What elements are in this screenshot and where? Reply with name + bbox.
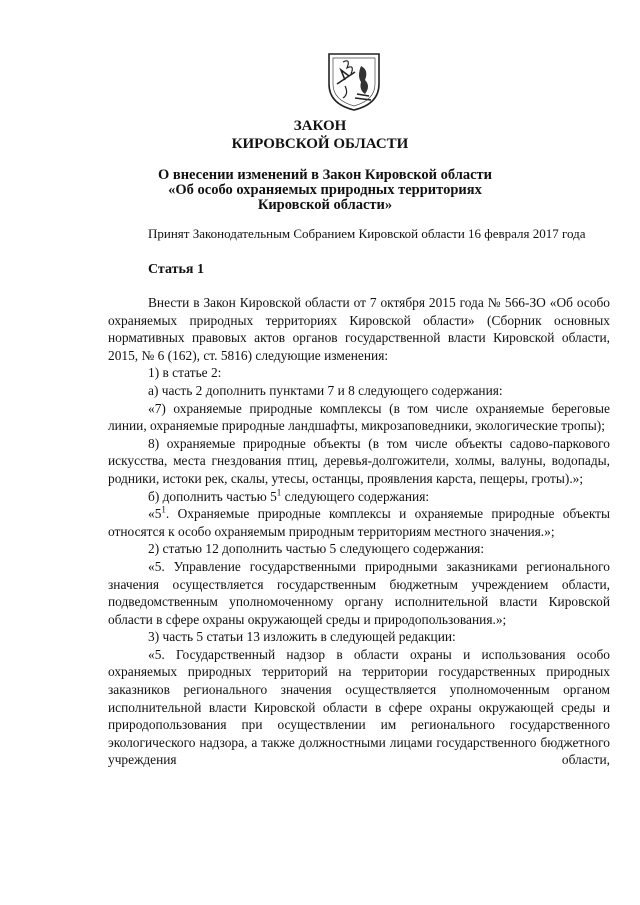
paragraph-part-5-1 — [108, 505, 610, 540]
article-body — [108, 294, 610, 769]
superscript: 1 — [276, 487, 282, 498]
subtitle-line-2: «Об особо охраняемых природных территориях — [168, 182, 482, 198]
superscript: 1 — [161, 504, 166, 515]
paragraph-item-3: 3) часть 5 статьи 13 изложить в следующей редакции: — [148, 629, 456, 645]
subtitle-line-3: Кировской области» — [257, 197, 393, 213]
adoption-note: Принят Законодательным Собранием Кировской области 16 февраля 2017 года — [148, 226, 586, 241]
paragraph-intro: Внести в Закон Кировской области от 7 октября 2015 года № 566-ЗО «Об особо охраняемых природных территориях Кировской области» (Сборник основных нормативных правовых актов органов государственной власти Кировской области, 2015, № 6 (162), ст. 5816) следующие изменения: — [108, 295, 610, 363]
paragraph-part-5-management: «5. Управление государственными природными заказниками регионального значения осуществляется государственным бюджетным учреждением области, подведомственным уполномоченному органу исполнительной власти Кировской области в сфере охраны окружающей среды и природопользования.»; — [108, 558, 610, 627]
law-title — [0, 117, 640, 153]
paragraph-point-7: «7) охраняемые природные комплексы (в том числе охраняемые береговые линии, охраняемые природные ландшафты, микрозаповедники, экологические тропы); — [108, 400, 610, 434]
article-heading: Статья 1 — [148, 262, 204, 277]
paragraph-item-2: 2) статью 12 дополнить частью 5 следующего содержания: — [148, 541, 485, 557]
title-line-1: ЗАКОН — [293, 118, 347, 134]
text-fragment: . Охраняемые природные комплексы и охраняемые природные объекты относятся к особо охраняемым природным территориям местного значения.»; — [108, 506, 610, 539]
law-subtitle — [130, 168, 520, 213]
paragraph-subitem-a: а) часть 2 дополнить пунктами 7 и 8 следующего содержания: — [148, 382, 503, 398]
kirov-coat-of-arms-icon — [325, 50, 383, 112]
paragraph-subitem-b — [108, 488, 610, 506]
subtitle-line-1: О внесении изменений в Закон Кировской области — [157, 167, 493, 183]
paragraph-point-8: 8) охраняемые природные объекты (в том числе объекты садово-паркового искусства, места гнездования птиц, деревья-долгожители, холмы, валуны, водопады, родники, истоки рек, скалы, утесы, останцы, проявления карста, пещеры, гроты).»; — [108, 435, 610, 486]
paragraph-item-1: 1) в статье 2: — [148, 365, 222, 381]
text-fragment: следующего содержания: — [281, 488, 430, 504]
text-fragment: «5 — [148, 506, 162, 522]
title-line-2: КИРОВСКОЙ ОБЛАСТИ — [231, 136, 409, 152]
text-fragment: б) дополнить частью 5 — [148, 488, 277, 504]
paragraph-part-5-supervision: «5. Государственный надзор в области охраны и использования особо охраняемых природных территорий на территории государственных природных заказников регионального значения осуществляется уполномоченным органом исполнительной власти Кировской области в сфере охраны окружающей среды и природопользования при осуществлении им регионального государственного экологического надзора, а также должностными лицами государственного бюджетного учреждения области, — [108, 646, 610, 768]
